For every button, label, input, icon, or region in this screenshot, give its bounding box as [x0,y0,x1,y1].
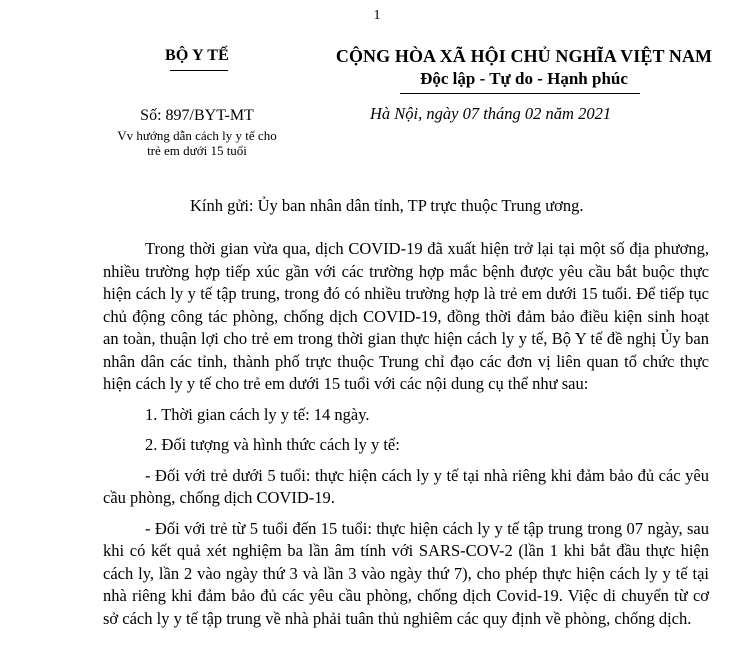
under-5-paragraph: - Đối với trẻ dưới 5 tuổi: thực hiện cách ly y tế tại nhà riêng khi đảm bảo đủ các yêu cầu phòng, chống dịch COVID-19. [103,465,709,507]
ministry-name: BỘ Y TẾ [165,47,229,64]
subject-line-2: trẻ em dưới 15 tuổi [147,143,247,158]
age-5-to-15-paragraph: - Đối với trẻ từ 5 tuổi đến 15 tuổi: thực hiện cách ly y tế tập trung trong 07 ngày, sau khi có kết quả xét nghiệm ba lần âm tính với SARS-COV-2 (lần 1 khi bắt đầu thực hiện cách ly, lần 2 vào ngày thứ 3 và lần 3 vào ngày thứ 7), cho phép thực hiện cách ly y tế tại nhà riêng khi đảm bảo đủ các yêu cầu phòng, chống dịch Covid-19. Việc di chuyển từ cơ sở cách ly y tế tập trung về nhà phải tuân thủ nghiêm các quy định về phòng, chống dịch. [103,518,709,628]
recipient-line: Kính gửi: Ủy ban nhân dân tỉnh, TP trực thuộc Trung ương. [190,196,584,215]
ministry-underline [170,70,228,71]
place-date: Hà Nội, ngày 07 tháng 02 năm 2021 [370,104,612,123]
page-number: 1 [373,8,381,23]
document-subject [92,128,302,158]
subject-line-1: Vv hướng dẫn cách ly y tế cho [117,128,277,143]
national-motto: Độc lập - Tự do - Hạnh phúc [420,69,628,88]
motto-underline [400,93,640,94]
item-2-subjects: 2. Đối tượng và hình thức cách ly y tế: [145,435,400,454]
item-1-duration: 1. Thời gian cách ly y tế: 14 ngày. [145,404,370,424]
document-body [103,238,709,630]
national-title: CỘNG HÒA XÃ HỘI CHỦ NGHĨA VIỆT NAM [335,46,713,66]
document-number: Số: 897/BYT-MT [140,107,254,124]
intro-paragraph: Trong thời gian vừa qua, dịch COVID-19 đã xuất hiện trở lại tại một số địa phương, nhiều trường hợp tiếp xúc gần với các trường hợp mắc bệnh được yêu cầu bắt buộc thực hiện cách ly y tế tập trung, trong đó có nhiều trường hợp là trẻ em dưới 15 tuổi. Để tiếp tục chủ động công tác phòng, chống dịch COVID-19, đồng thời đảm bảo điều kiện sinh hoạt an toàn, thuận lợi cho trẻ em trong thời gian thực hiện cách ly y tế, Bộ Y tế đề nghị Ủy ban nhân dân các tỉnh, thành phố trực thuộc Trung chỉ đạo các đơn vị liên quan tổ chức thực hiện cách ly y tế cho trẻ em dưới 15 tuổi với các nội dung cụ thể như sau: [103,239,709,393]
